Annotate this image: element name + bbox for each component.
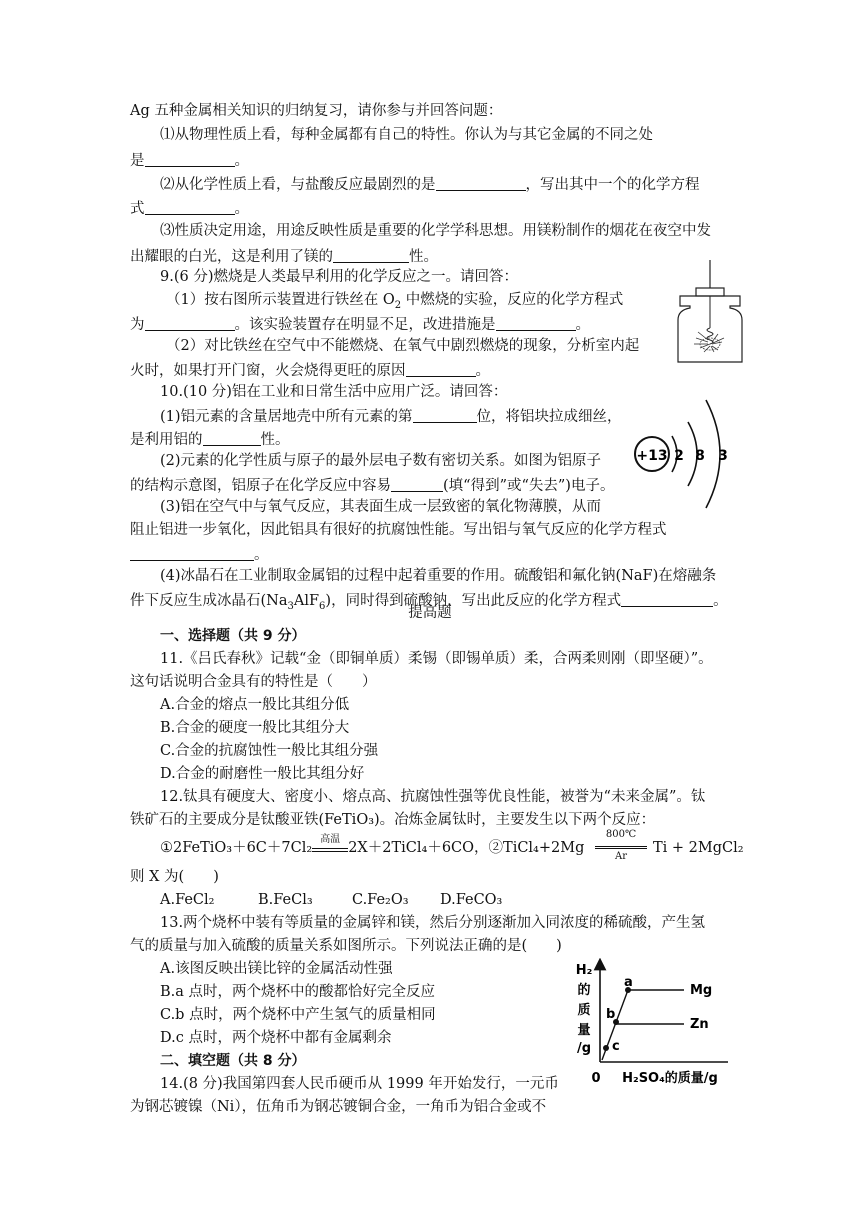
text: (1)铝元素的含量居地壳中所有元素的第 (160, 409, 413, 425)
option[interactable]: A.合金的熔点一般比其组分低 (160, 697, 350, 713)
origin-label: 0 (591, 1071, 601, 1086)
section-title: 提高题 (408, 605, 452, 621)
text: 。 (234, 201, 249, 217)
text-line (130, 477, 614, 494)
nucleus-charge: +13 (636, 448, 668, 464)
text: 中燃烧的实验，反应的化学方程式 (401, 292, 624, 308)
eq-part: ①2FeTiO₃＋6C＋7Cl₂ (160, 840, 313, 856)
option[interactable]: C.Fe₂O₃ (352, 892, 409, 908)
text-line (130, 248, 438, 265)
subscript: 6 (319, 600, 326, 612)
section-heading: 一、选择题（共 9 分） (160, 628, 306, 644)
answer-blank[interactable] (130, 546, 254, 561)
text-line (160, 408, 622, 425)
question-text: 13.两个烧杯中装有等质量的金属锌和镁，然后分别逐渐加入同浓度的稀硫酸，产生氢 (160, 915, 706, 931)
answer-blank[interactable] (413, 408, 477, 423)
eq-part: 2X＋2TiCl₄＋6CO，②TiCl₄+2Mg (348, 840, 585, 856)
text: （1）按右图所示装置进行铁丝在 O (166, 292, 395, 308)
text: 。该实验装置存在明显不足，改进措施是 (234, 317, 496, 333)
aluminum-atom-diagram (630, 392, 740, 516)
answer-blank[interactable] (391, 477, 443, 492)
condition-text: Ar (614, 851, 627, 862)
eq-part: Ti + 2MgCl₂ (653, 840, 744, 856)
text: 的结构示意图，铝原子在化学反应中容易 (130, 478, 391, 494)
text: 。 (713, 593, 728, 609)
text: )，同时得到硫酸钠，写出此反应的化学方程式 (325, 593, 622, 609)
text-line: (2)元素的化学性质与原子的最外层电子数有密切关系。如图为铝原子 (160, 453, 602, 469)
text-line (130, 362, 490, 379)
text: 是 (130, 153, 145, 169)
text: 性。 (409, 249, 438, 265)
text-line (166, 293, 623, 311)
option[interactable]: C.合金的抗腐蚀性一般比其组分强 (160, 743, 379, 759)
text: (填“得到”或“失去”)电子。 (443, 478, 615, 494)
answer-blank[interactable] (145, 200, 235, 215)
text-line (130, 316, 590, 333)
ylabel-char: /g (576, 1041, 592, 1056)
text: 。 (575, 317, 590, 333)
section-heading: 二、填空题（共 8 分） (160, 1053, 306, 1069)
question-text: 气的质量与加入硫酸的质量关系如图所示。下列说法正确的是( ) (130, 938, 562, 954)
text: 火时，如果打开门窗，火会烧得更旺的原因 (130, 363, 406, 379)
answer-blank[interactable] (436, 176, 526, 191)
hydrogen-mass-graph (570, 958, 740, 1092)
question-text: 为钢芯镀镍（Ni），伍角币为钢芯镀铜合金，一角币为铝合金或不 (130, 1099, 547, 1115)
question-text: 14.(8 分)我国第四套人民币硬币从 1999 年开始发行，一元币 (160, 1076, 559, 1092)
text: ，写出其中一个的化学方程 (525, 177, 700, 193)
reaction-equation (160, 829, 744, 862)
point-c-label: c (612, 1039, 620, 1054)
ylabel-char: 质 (577, 1003, 591, 1018)
point-b-label: b (606, 1007, 616, 1022)
answer-blank[interactable] (406, 362, 476, 377)
option[interactable]: C.b 点时，两个烧杯中产生氢气的质量相同 (160, 1007, 436, 1023)
text-line: 10.(10 分)铝在工业和日常生活中应用广泛。请回答： (160, 384, 508, 400)
text: 位，将铝块拉成细丝， (476, 409, 622, 425)
text: ⑵从化学性质上看，与盐酸反应最剧烈的是 (160, 177, 436, 193)
text-line (130, 546, 269, 563)
text-line: ⑶性质决定用途，用途反映性质是重要的化学学科思想。用镁粉制作的烟花在夜空中发 (160, 223, 711, 239)
text: 件下反应生成冰晶石(Na (130, 593, 288, 609)
question-text: 12.钛具有硬度大、密度小、熔点高、抗腐蚀性强等优良性能，被誉为“未来金属”。钛 (160, 789, 706, 805)
answer-blank[interactable] (145, 316, 235, 331)
xlabel: H₂SO₄的质量/g (622, 1071, 718, 1086)
text-line: ⑴从物理性质上看，每种金属都有自己的特性。你认为与其它金属的不同之处 (160, 127, 653, 143)
answer-blank[interactable] (203, 431, 261, 446)
text-line (130, 152, 249, 169)
question-text: 铁矿石的主要成分是钛酸亚铁(FeTiO₃)。冶炼金属钛时，主要发生以下两个反应： (130, 812, 656, 828)
option[interactable]: D.合金的耐磨性一般比其组分好 (160, 766, 365, 782)
point-c (603, 1045, 609, 1051)
text: 式 (130, 201, 145, 217)
shell-3-electrons: 3 (718, 448, 728, 464)
text: AlF (293, 593, 320, 609)
question-text: 11.《吕氏春秋》记载“金（即铜单质）柔锡（即锡单质）柔，合两柔则刚（即坚硬）”。 (160, 651, 713, 667)
series-zn-label: Zn (690, 1017, 709, 1032)
option[interactable]: A.FeCl₂ (160, 892, 215, 908)
text: 是利用铝的 (130, 432, 203, 448)
ylabel-char: 的 (577, 983, 591, 998)
condition-text: 高温 (320, 834, 341, 845)
text-line: Ag 五种金属相关知识的归纳复习，请你参与并回答问题： (130, 103, 503, 119)
text-line: 阻止铝进一步氧化，因此铝具有很好的抗腐蚀性能。写出铝与氧气反应的化学方程式 (130, 522, 667, 538)
condition-text: 800℃ (605, 829, 637, 840)
text: 为 (130, 317, 145, 333)
shell-2-electrons: 8 (695, 448, 705, 464)
text-line: 9.(6 分)燃烧是人类最早利用的化学反应之一。请回答： (160, 269, 518, 285)
text: 性。 (260, 432, 290, 448)
answer-blank[interactable] (621, 592, 713, 607)
text-line (160, 176, 700, 193)
text-line (130, 200, 249, 217)
option[interactable]: D.c 点时，两个烧杯中都有金属剩余 (160, 1030, 392, 1046)
question-text: 这句话说明合金具有的特性是（ ） (130, 674, 377, 690)
text-line: (4)冰晶石在工业制取金属铝的过程中起着重要的作用。硫酸铝和氟化钠(NaF)在熔融条 (160, 568, 717, 584)
condition-800c-ar (595, 829, 647, 862)
ylabel-char: H₂ (575, 963, 593, 978)
point-a-label: a (624, 975, 633, 990)
text: 出耀眼的白光，这是利用了镁的 (130, 249, 333, 265)
option[interactable]: B.合金的硬度一般比其组分大 (160, 720, 350, 736)
series-mg-label: Mg (690, 983, 713, 998)
option[interactable]: A.该图反映出镁比锌的金属活动性强 (160, 961, 393, 977)
text: 。 (475, 363, 490, 379)
subscript: 3 (287, 600, 294, 612)
text: 。 (254, 547, 269, 563)
answer-blank[interactable] (496, 316, 576, 331)
question-text: 则 X 为( ) (130, 869, 219, 885)
option[interactable]: B.FeCl₃ (258, 892, 313, 908)
option[interactable]: D.FeCO₃ (440, 892, 503, 908)
text: 。 (234, 153, 249, 169)
answer-blank[interactable] (333, 248, 409, 263)
text-line: （2）对比铁丝在空气中不能燃烧、在氧气中剧烈燃烧的现象，分析室内起 (166, 338, 640, 354)
answer-blank[interactable] (145, 152, 235, 167)
shell-1-electrons: 2 (674, 448, 684, 464)
ylabel-char: 量 (577, 1023, 591, 1038)
text-line (130, 431, 290, 448)
gas-bottle-figure (670, 258, 750, 370)
subscript: 2 (394, 299, 402, 311)
option[interactable]: B.a 点时，两个烧杯中的酸都恰好完全反应 (160, 984, 436, 1000)
condition-high-temp (312, 834, 348, 852)
text-line: (3)铝在空气中与氧气反应，其表面生成一层致密的氧化物薄膜，从而 (160, 499, 602, 515)
